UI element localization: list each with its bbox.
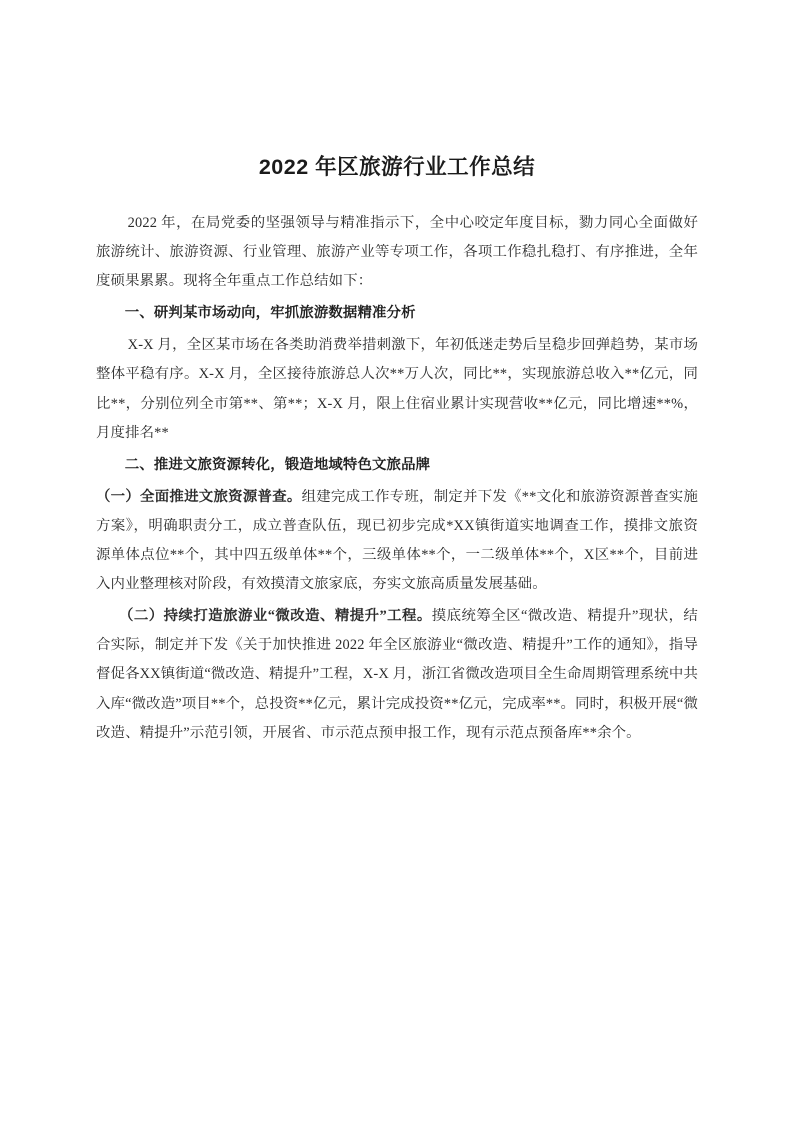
paragraph-body-2 <box>96 483 698 599</box>
section-heading-2: 二、推进文旅资源转化，锻造地域特色文旅品牌 <box>124 456 431 473</box>
paragraph-body-1: X-X 月，全区某市场在各类助消费举措刺激下，年初低迷走势后呈稳步回弹趋势，某市场整体平稳有序。X-X 月，全区接待旅游总人次**万人次，同比**，实现旅游总收入**亿元，同比**，分别位列全市第**、第**；X-X 月，限上住宿业累计实现营收**亿元，同比增速**%，月度排名** <box>96 337 698 441</box>
subsection-lead-1: （一）全面推进文旅资源普查。 <box>96 488 302 505</box>
paragraph-intro: 2022 年，在局党委的坚强领导与精准指示下，全中心咬定年度目标，勠力同心全面做好旅游统计、旅游资源、行业管理、旅游产业等专项工作，各项工作稳扎稳打、有序推进，全年度硕果累累。现将全年重点工作总结如下： <box>96 215 698 290</box>
subsection-text-1: 组建完成工作专班，制定并下发《**文化和旅游资源普查实施方案》，明确职责分工，成立普查队伍，现已初步完成*XX镇街道实地调查工作，摸排文旅资源单体点位**个，其中四五级单体**个，三级单体**个，一二级单体**个，X区**个，目前进入内业整理核对阶段，有效摸清文旅家底，夯实文旅高质量发展基础。 <box>96 488 698 593</box>
subsection-lead-2: （二）持续打造旅游业“微改造、精提升”工程。 <box>119 608 432 625</box>
section-heading-1: 一、研判某市场动向，牢抓旅游数据精准分析 <box>124 305 416 322</box>
page-title: 2022 年区旅游行业工作总结 <box>258 155 536 179</box>
subsection-text-2: 摸底统筹全区“微改造、精提升”现状，结合实际，制定并下发《关于加快推进 2022 年全区旅游业“微改造、精提升”工作的通知》，指导督促各XX镇街道“微改造、精提升”工程，X-X 月，浙江省微改造项目全生命周期管理系统中共入库“微改造”项目**个，总投资**亿元，累计完成投资**亿元，完成率**。同时，积极开展“微改造、精提升”示范引领，开展省、市示范点预申报工作，现有示范点预备库**余个。 <box>96 608 698 741</box>
paragraph-body-3 <box>96 602 698 747</box>
